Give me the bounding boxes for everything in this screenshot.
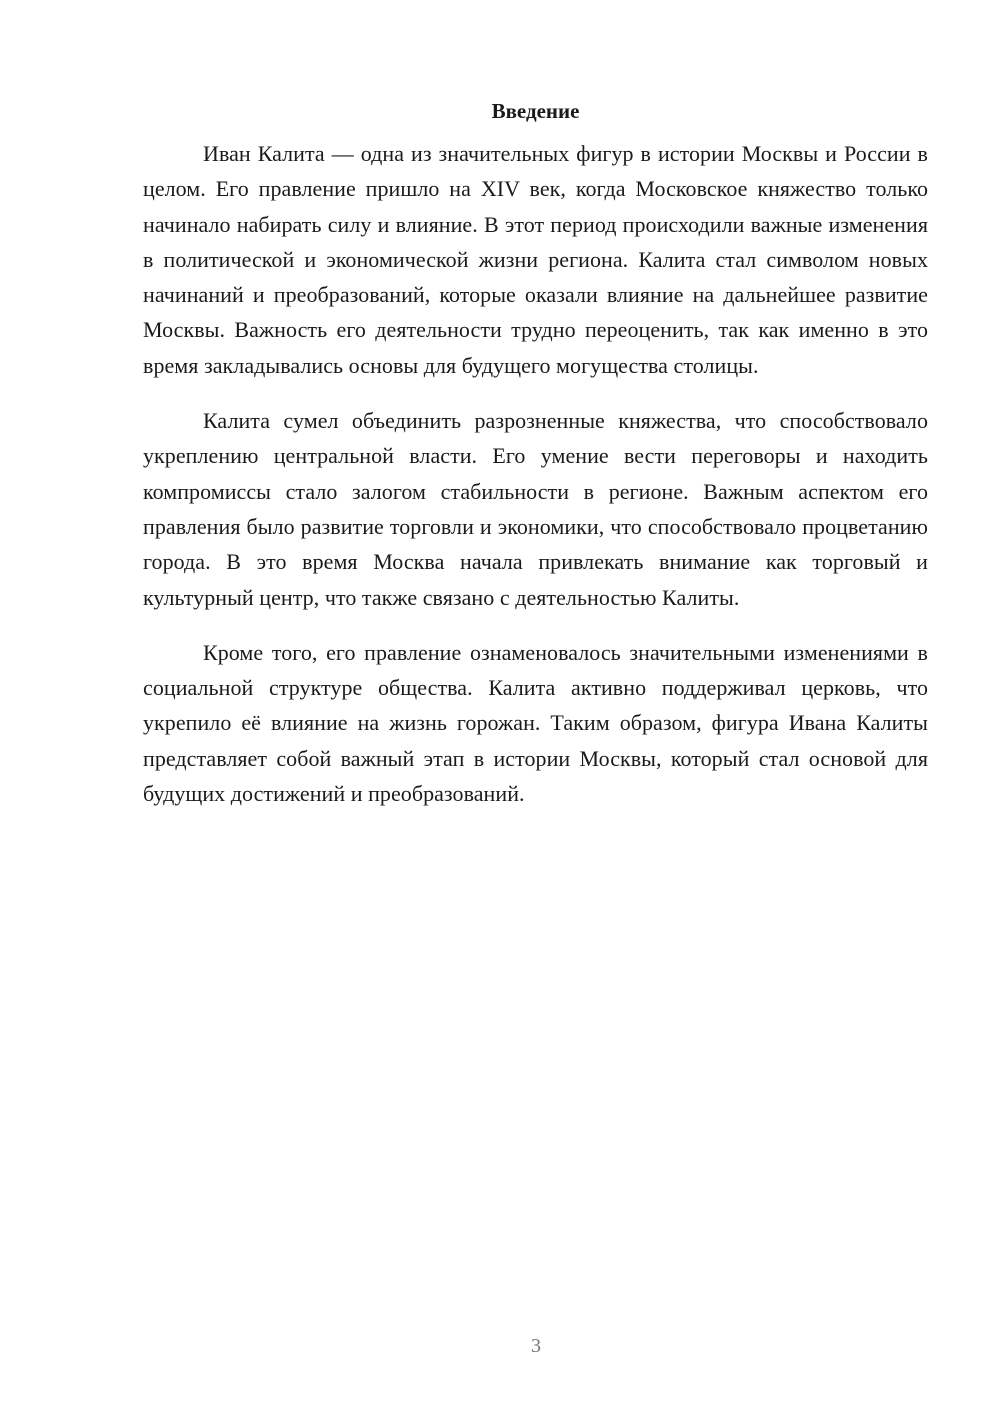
paragraph-2: Калита сумел объединить разрозненные княжества, что способствовало укреплению центральной власти. Его умение вести переговоры и находить компромиссы стало залогом стабильности в регионе. Важным аспектом его правления было развитие торговли и экономики, что способствовало процветанию города. В это время Москва начала привлекать внимание как торговый и культурный центр, что также связано с деятельностью Калиты. [143, 408, 928, 610]
paragraph-1: Иван Калита — одна из значительных фигур в истории Москвы и России в целом. Его правление пришло на XIV век, когда Московское княжество только начинало набирать силу и влияние. В этот период происходили важные изменения в политической и экономической жизни региона. Калита стал символом новых начинаний и преобразований, которые оказали влияние на дальнейшее развитие Москвы. Важность его деятельности трудно переоценить, так как именно в это время закладывались основы для будущего могущества столицы. [143, 141, 928, 378]
page-content [143, 96, 928, 811]
page-number: 3 [531, 1335, 541, 1357]
paragraph-3: Кроме того, его правление ознаменовалось значительными изменениями в социальной структуре общества. Калита активно поддерживал церковь, что укрепило её влияние на жизнь горожан. Таким образом, фигура Ивана Калиты представляет собой важный этап в истории Москвы, который стал основой для будущих достижений и преобразований. [143, 639, 928, 807]
section-title: Введение [491, 99, 580, 123]
